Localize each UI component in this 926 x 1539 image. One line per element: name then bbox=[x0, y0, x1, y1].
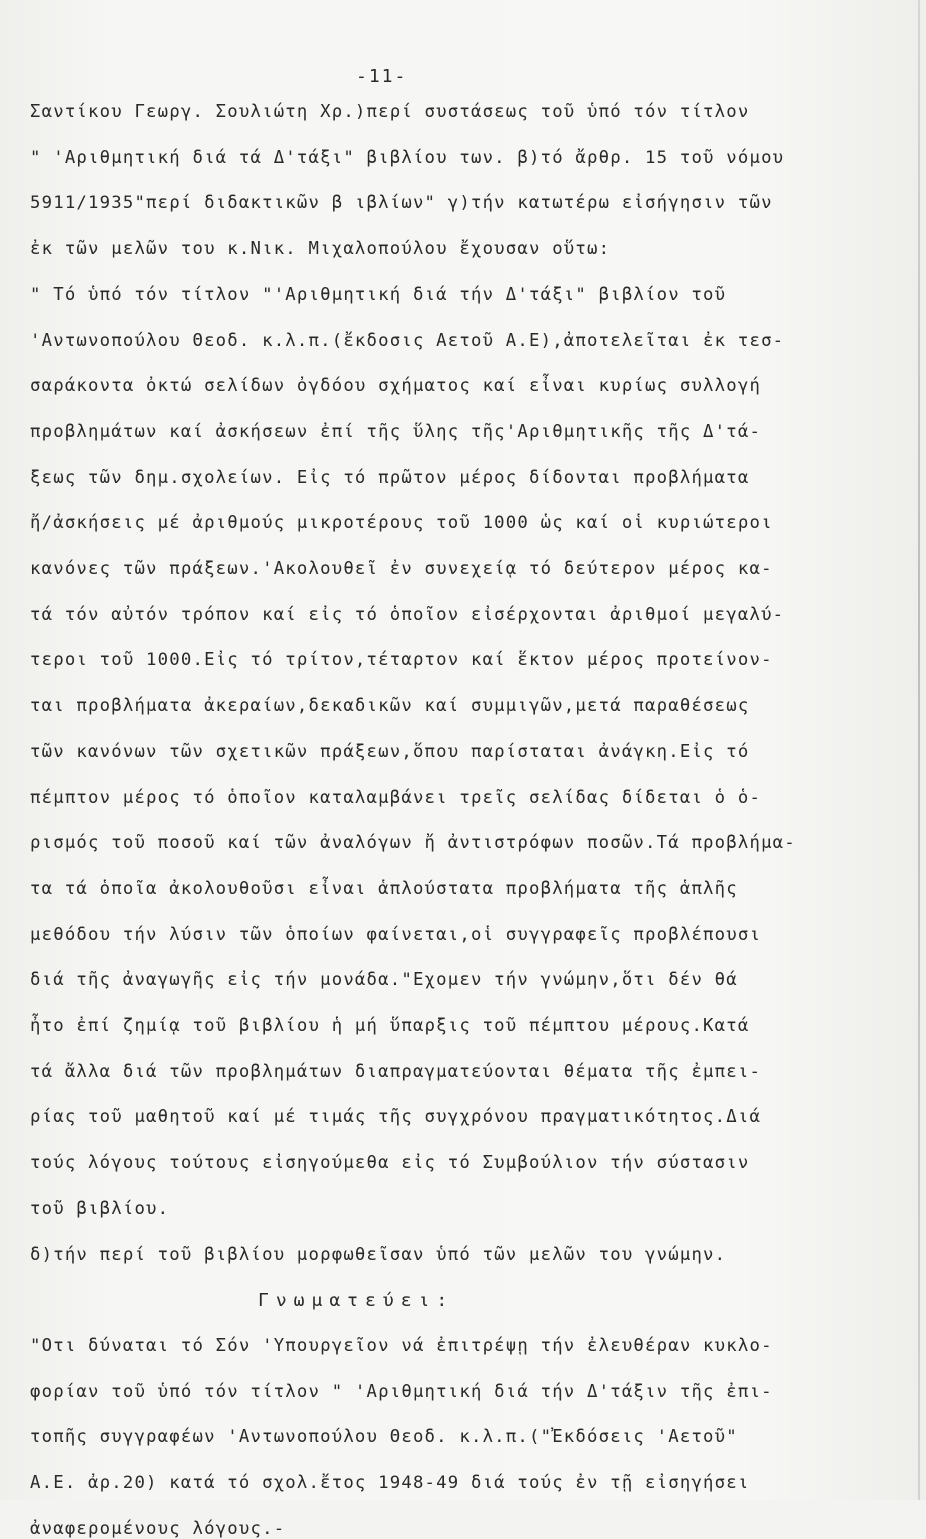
section-heading: Γνωματεύει: bbox=[258, 1290, 455, 1311]
body-line: κανόνες τῶν πράξεων.'Ακολουθεῖ ἐν συνεχείᾳ τό δεύτερον μέρος κα- bbox=[30, 559, 773, 579]
body-line: τά ἄλλα διά τῶν προβλημάτων διαπραγματεύονται θέματα τῆς ἐμπει- bbox=[30, 1062, 762, 1082]
body-line: πέμπτον μέρος τό ὁποῖον καταλαμβάνει τρεῖς σελίδας δίδεται ὁ ὁ- bbox=[30, 788, 762, 808]
body-line: τεροι τοῦ 1000.Εἰς τό τρίτον,τέταρτον καί ἕκτον μέρος προτείνον- bbox=[30, 650, 773, 670]
body-line: ἐκ τῶν μελῶν του κ.Νικ. Μιχαλοπούλου ἔχουσαν οὕτω: bbox=[30, 239, 611, 259]
body-line: 5911/1935"περί διδακτικῶν β ιβλίων" γ)τήν κατωτέρω εἰσήγησιν τῶν bbox=[30, 193, 773, 213]
body-line: τούς λόγους τούτους εἰσηγούμεθα εἰς τό Συμβούλιον τήν σύστασιν bbox=[30, 1153, 750, 1173]
closing-line: "Οτι δύναται τό Σόν 'Υπουργεῖον νά ἐπιτρέψῃ τήν ἐλευθέραν κυκλο- bbox=[30, 1336, 773, 1356]
body-line: " Τό ὑπό τόν τίτλον "'Αριθμητική διά τήν Δ'τάξι" βιβλίον τοῦ bbox=[30, 285, 727, 305]
body-line: ξεως τῶν δημ.σχολείων. Εἰς τό πρῶτον μέρος δίδονται προβλήματα bbox=[30, 468, 750, 488]
body-line: τά τόν αὐτόν τρόπον καί εἰς τό ὁποῖον εἰσέρχονται ἀριθμοί μεγαλύ- bbox=[30, 605, 785, 625]
closing-line: Α.Ε. ἀρ.20) κατά τό σχολ.ἔτος 1948-49 διά τούς ἐν τῇ εἰσηγήσει bbox=[30, 1473, 750, 1493]
closing-line: φορίαν τοῦ ὑπό τόν τίτλον " 'Αριθμητική διά τήν Δ'τάξιν τῆς ἐπι- bbox=[30, 1382, 773, 1402]
page-number: -11- bbox=[356, 66, 408, 87]
body-line: διά τῆς ἀναγωγῆς εἰς τήν μονάδα."Εχομεν τήν γνώμην,ὅτι δέν θά bbox=[30, 970, 738, 990]
body-line: ἤ/ἀσκήσεις μέ ἀριθμούς μικροτέρους τοῦ 1000 ὡς καί οἱ κυριώτεροι bbox=[30, 513, 773, 533]
body-line: 'Αντωνοπούλου Θεοδ. κ.λ.π.(ἔκδοσις Αετοῦ Α.Ε),ἀποτελεῖται ἐκ τεσ- bbox=[30, 331, 785, 351]
body-line: " 'Αριθμητική διά τά Δ'τάξι" βιβλίου των. β)τό ἄρθρ. 15 τοῦ νόμου bbox=[30, 148, 785, 168]
body-line: τοῦ βιβλίου. bbox=[30, 1199, 170, 1219]
closing-line: ἀναφερομένους λόγους.- bbox=[30, 1519, 286, 1539]
body-line: μεθόδου τήν λύσιν τῶν ὁποίων φαίνεται,οἱ συγγραφεῖς προβλέπουσι bbox=[30, 925, 762, 945]
body-line: τα τά ὁποῖα ἀκολουθοῦσι εἶναι ἁπλούστατα προβλήματα τῆς ἁπλῆς bbox=[30, 879, 738, 899]
body-line: ται προβλήματα ἀκεραίων,δεκαδικῶν καί συμμιγῶν,μετά παραθέσεως bbox=[30, 696, 750, 716]
closing-line: τοπῆς συγγραφέων 'Αντωνοπούλου Θεοδ. κ.λ.π.("Ἐκδόσεις 'Αετοῦ" bbox=[30, 1427, 738, 1447]
body-line: σαράκοντα ὀκτώ σελίδων ὀγδόου σχήματος καί εἶναι κυρίως συλλογή bbox=[30, 376, 762, 396]
body-line: Σαντίκου Γεωργ. Σουλιώτη Χρ.)περί συστάσεως τοῦ ὑπό τόν τίτλον bbox=[30, 102, 750, 122]
body-line: ἦτο ἐπί ζημίᾳ τοῦ βιβλίου ἡ μή ὕπαρξις τοῦ πέμπτου μέρους.Κατά bbox=[30, 1016, 750, 1036]
body-line: προβλημάτων καί ἀσκήσεων ἐπί τῆς ὕλης τῆς'Αριθμητικῆς τῆς Δ'τά- bbox=[30, 422, 762, 442]
body-line: ρισμός τοῦ ποσοῦ καί τῶν ἀναλόγων ἤ ἀντιστρόφων ποσῶν.Τά προβλήμα- bbox=[30, 833, 796, 853]
body-line: ρίας τοῦ μαθητοῦ καί μέ τιμάς τῆς συγχρόνου πραγματικότητος.Διά bbox=[30, 1107, 762, 1127]
body-line: δ)τήν περί τοῦ βιβλίου μορφωθεῖσαν ὑπό τῶν μελῶν του γνώμην. bbox=[30, 1245, 727, 1265]
page-edge-shadow bbox=[918, 0, 920, 1500]
body-line: τῶν κανόνων τῶν σχετικῶν πράξεων,ὅπου παρίσταται ἀνάγκη.Εἰς τό bbox=[30, 742, 750, 762]
